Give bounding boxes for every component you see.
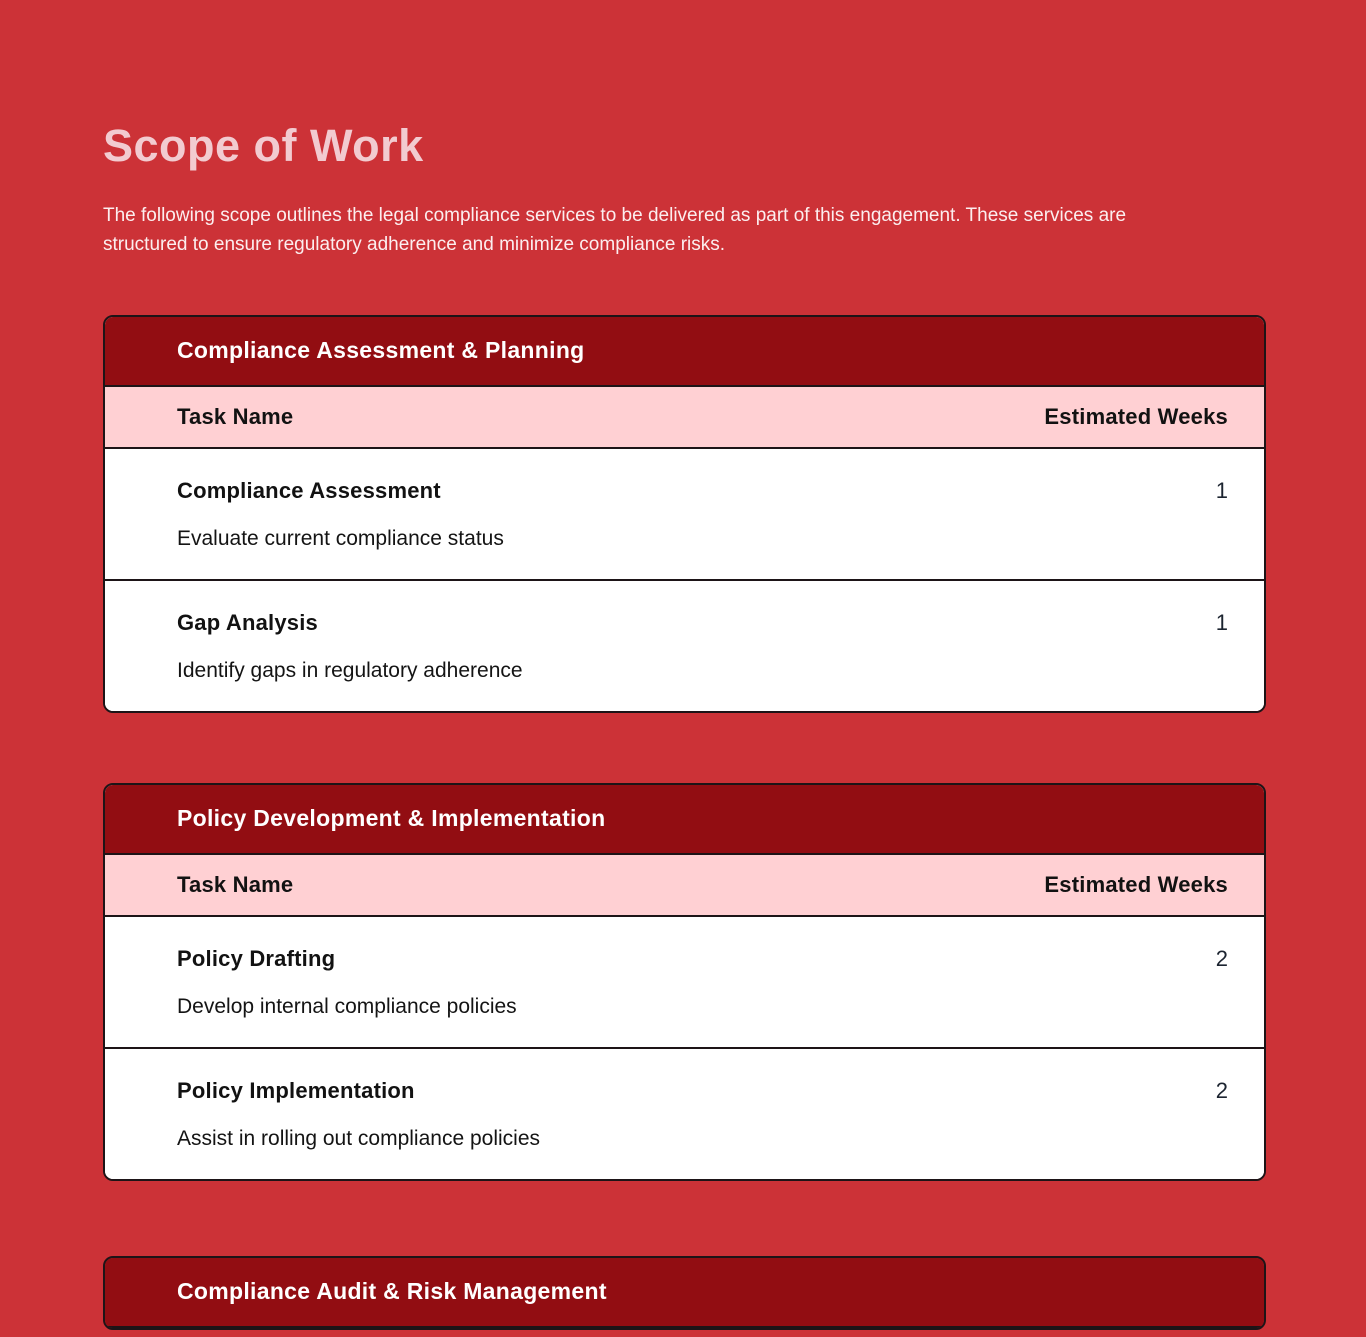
task-description: Evaluate current compliance status <box>177 526 504 550</box>
column-header-task-name: Task Name <box>177 871 294 897</box>
section-card-policy-development-implementation <box>103 783 1266 1181</box>
task-name: Policy Drafting <box>177 945 336 971</box>
task-estimated-weeks: 2 <box>1215 945 1228 971</box>
page-title: Scope of Work <box>103 120 424 171</box>
section-title: Policy Development & Implementation <box>177 805 606 831</box>
task-description: Develop internal compliance policies <box>177 994 517 1018</box>
intro-paragraph: The following scope outlines the legal compliance services to be delivered as part of this engagement. These services are structured to ensure regulatory adherence and minimize compliance risks. <box>103 204 1127 255</box>
section-header <box>105 1258 1264 1328</box>
columns-header-row <box>105 387 1264 449</box>
task-estimated-weeks: 2 <box>1215 1077 1228 1103</box>
task-estimated-weeks: 1 <box>1215 477 1228 503</box>
task-description: Assist in rolling out compliance policies <box>177 1126 540 1150</box>
table-row <box>105 449 1264 581</box>
task-description: Identify gaps in regulatory adherence <box>177 658 523 682</box>
task-name: Policy Implementation <box>177 1077 415 1103</box>
table-row <box>105 581 1264 711</box>
table-row <box>105 917 1264 1049</box>
task-estimated-weeks: 1 <box>1215 609 1228 635</box>
columns-header-row <box>105 855 1264 917</box>
section-title: Compliance Audit & Risk Management <box>177 1278 607 1304</box>
column-header-task-name: Task Name <box>177 403 294 429</box>
table-row <box>105 1049 1264 1179</box>
task-name: Gap Analysis <box>177 609 318 635</box>
section-header <box>105 785 1264 855</box>
column-header-estimated-weeks: Estimated Weeks <box>1044 403 1228 429</box>
section-card-compliance-audit-risk-management <box>103 1256 1266 1330</box>
task-name: Compliance Assessment <box>177 477 441 503</box>
section-header <box>105 317 1264 387</box>
section-card-compliance-assessment-planning <box>103 315 1266 713</box>
column-header-estimated-weeks: Estimated Weeks <box>1044 871 1228 897</box>
section-title: Compliance Assessment & Planning <box>177 337 585 363</box>
